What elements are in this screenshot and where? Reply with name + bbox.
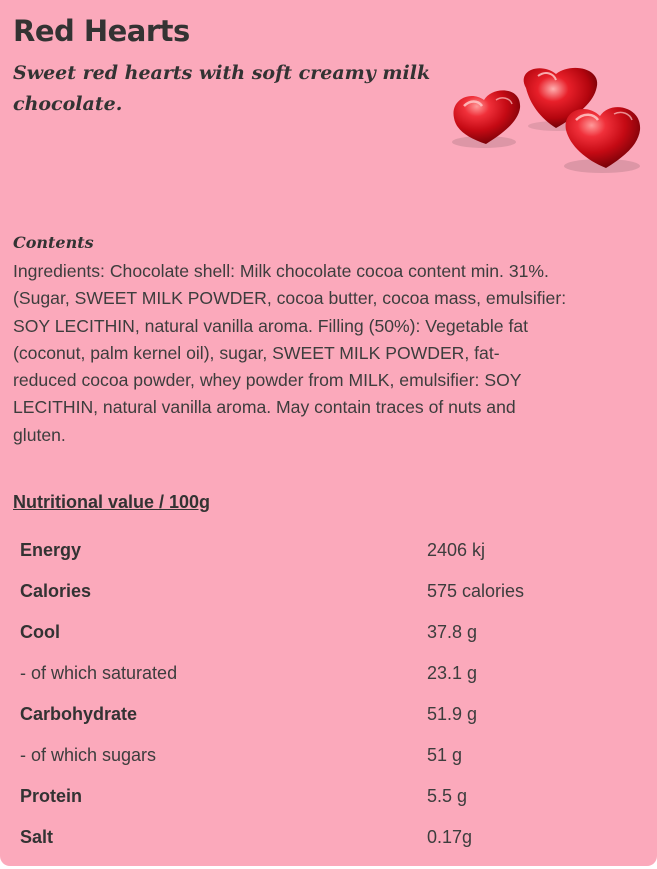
table-row [20,776,640,817]
nutrient-value: 51.9 g [427,704,478,724]
product-title: Red Hearts [13,14,190,48]
nutrient-sub-label: - of which saturated [20,663,178,683]
nutrient-label: Carbohydrate [20,704,138,724]
nutrient-value: 5.5 g [427,786,468,806]
nutrient-label: Calories [20,581,92,601]
nutrient-value: 37.8 g [427,622,478,642]
ingredients-line: (Sugar, SWEET MILK POWDER, cocoa butter, cocoa mass, emulsifier: [13,288,567,309]
table-row [20,571,640,612]
nutrient-label: Salt [20,827,54,847]
table-row [20,653,640,694]
nutrient-label: Cool [20,622,60,642]
nutrient-label: Energy [20,540,82,560]
ingredients-line: gluten. [13,424,66,445]
nutrient-sub-label: - of which sugars [20,745,157,765]
ingredients-line: reduced cocoa powder, whey powder from MILK, emulsifier: SOY [13,370,522,391]
table-row [20,612,640,653]
ingredients-line: SOY LECITHIN, natural vanilla aroma. Filling (50%): Vegetable fat [13,315,529,336]
product-subtitle: Sweet red hearts with soft creamy milk chocolate. [13,62,431,115]
ingredients-line: Ingredients: Chocolate shell: Milk chocolate cocoa content min. 31%. [13,261,549,281]
nutrient-value: 51 g [427,745,463,765]
table-row [20,530,640,571]
table-row [20,694,640,735]
table-row [20,817,640,858]
contents-heading: Contents [13,233,94,252]
table-row [20,735,640,776]
red-foil-chocolate-hearts-icon [446,60,650,178]
ingredients-line: (coconut, palm kernel oil), sugar, SWEET MILK POWDER, fat- [13,342,500,363]
nutrition-table [20,530,640,858]
nutrient-label: Protein [20,786,83,806]
nutrient-value: 0.17g [427,827,473,847]
nutrient-value: 575 calories [427,581,525,601]
ingredients-text [13,258,657,449]
nutrient-value: 2406 kj [427,540,486,560]
ingredients-line: LECITHIN, natural vanilla aroma. May contain traces of nuts and [13,397,516,418]
nutrient-value: 23.1 g [427,663,478,683]
nutrition-heading: Nutritional value / 100g [13,492,211,512]
